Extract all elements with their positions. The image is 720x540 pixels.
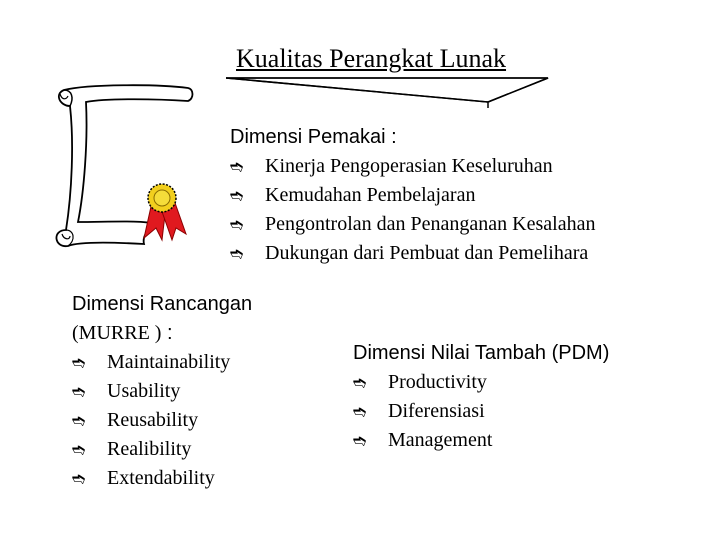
arrow-bullet-icon: ➬ — [72, 469, 86, 488]
arrow-bullet-icon: ➬ — [72, 353, 86, 372]
list-item: ➬ Maintainability — [72, 348, 252, 377]
list-item: ➬ Reusability — [72, 406, 252, 435]
list-item: ➬ Management — [353, 426, 609, 455]
arrow-bullet-icon: ➬ — [353, 431, 367, 450]
list-item: ➬ Extendability — [72, 464, 252, 493]
certificate-scroll-icon — [48, 82, 198, 252]
dimensi-nilai-tambah-heading: Dimensi Nilai Tambah (PDM) — [353, 342, 610, 364]
list-item: ➬ Usability — [72, 377, 252, 406]
dimensi-pemakai-section — [230, 123, 595, 268]
list-item: ➬ Kinerja Pengoperasian Keseluruhan — [230, 152, 595, 181]
list-item: ➬ Realibility — [72, 435, 252, 464]
arrow-bullet-icon: ➬ — [353, 373, 367, 392]
list-item: ➬ Productivity — [353, 368, 609, 397]
list-item: ➬ Diferensiasi — [353, 397, 609, 426]
arrow-bullet-icon: ➬ — [230, 157, 244, 176]
arrow-bullet-icon: ➬ — [353, 402, 367, 421]
list-item: ➬ Pengontrolan dan Penanganan Kesalahan — [230, 210, 595, 239]
dimensi-rancangan-section — [72, 290, 252, 493]
list-item: ➬ Dukungan dari Pembuat dan Pemelihara — [230, 239, 595, 268]
arrow-bullet-icon: ➬ — [72, 440, 86, 459]
arrow-bullet-icon: ➬ — [230, 215, 244, 234]
dimensi-rancangan-heading: Dimensi Rancangan — [72, 293, 253, 315]
list-item: ➬ Kemudahan Pembelajaran — [230, 181, 595, 210]
page-title: Kualitas Perangkat Lunak — [236, 44, 507, 73]
dimensi-nilai-tambah-section — [353, 339, 609, 455]
arrow-bullet-icon: ➬ — [72, 382, 86, 401]
title-pointer-shape — [226, 74, 552, 108]
arrow-bullet-icon: ➬ — [230, 244, 244, 263]
arrow-bullet-icon: ➬ — [230, 186, 244, 205]
arrow-bullet-icon: ➬ — [72, 411, 86, 430]
dimensi-rancangan-subheading: (MURRE ) : — [72, 322, 173, 344]
dimensi-pemakai-heading: Dimensi Pemakai : — [230, 126, 397, 148]
